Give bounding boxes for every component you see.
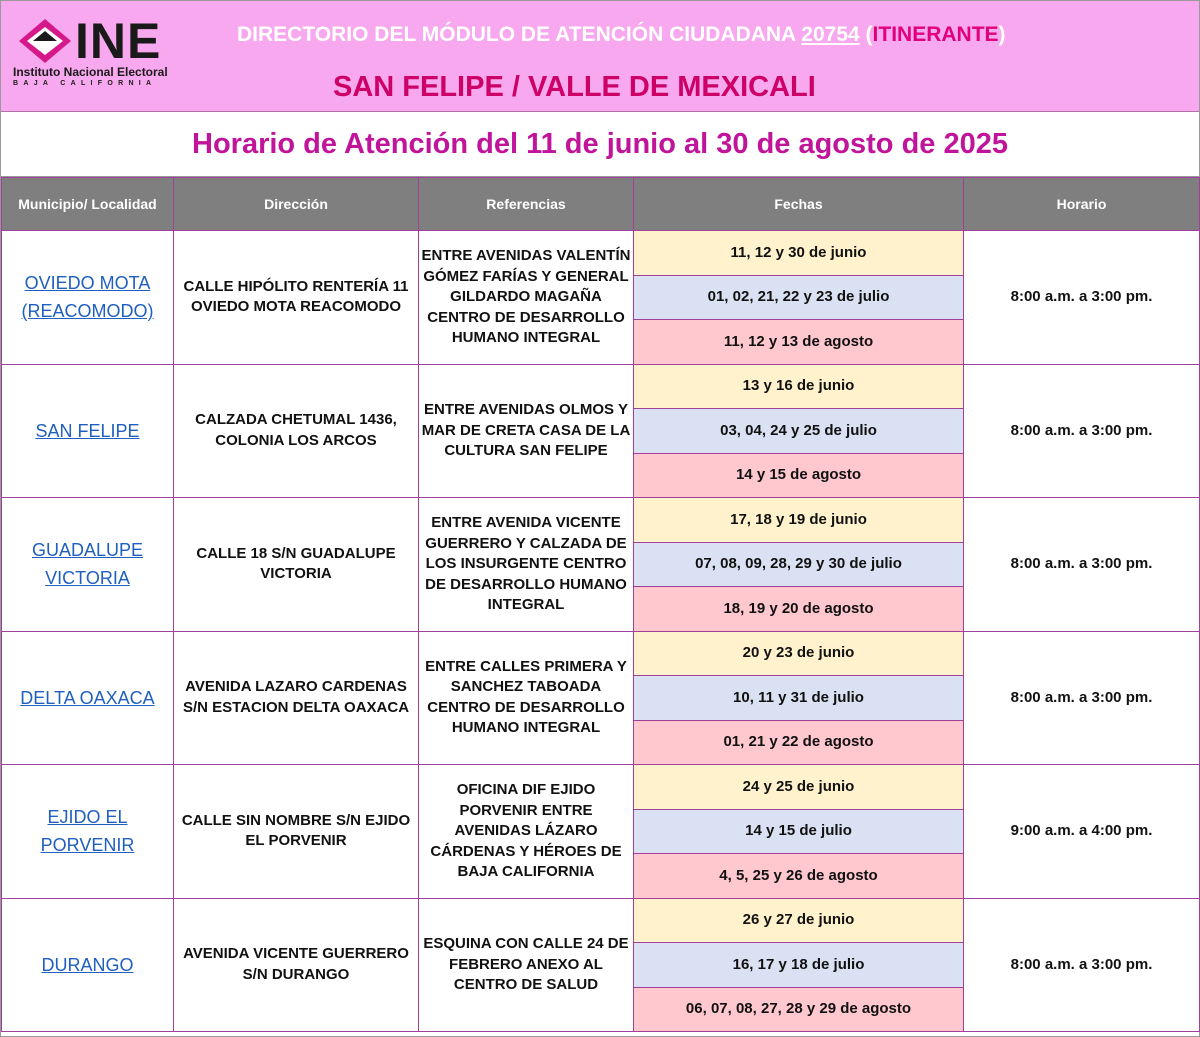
ballot-box-icon [19,19,71,63]
title-prefix: DIRECTORIO DEL MÓDULO DE ATENCIÓN CIUDADANA [237,23,796,46]
horario-cell: 8:00 a.m. a 3:00 pm. [964,631,1200,765]
logo-text: INE [75,13,162,69]
localidad-cell [2,631,174,765]
referencias-cell: OFICINA DIF EJIDO PORVENIR ENTRE AVENIDAS LÁZARO CÁRDENAS Y HÉROES DE BAJA CALIFORNIA [419,765,634,899]
localidad-cell [2,898,174,1032]
referencias-cell: ENTRE AVENIDAS OLMOS Y MAR DE CRETA CASA DE LA CULTURA SAN FELIPE [419,364,634,498]
localidad-cell [2,765,174,899]
directory-title [237,23,1177,47]
horario-cell: 8:00 a.m. a 3:00 pm. [964,498,1200,632]
col-header-referencias: Referencias [419,178,634,231]
fecha-junio: 20 y 23 de junio [634,631,964,676]
direccion-cell: CALZADA CHETUMAL 1436, COLONIA LOS ARCOS [174,364,419,498]
fecha-junio: 24 y 25 de junio [634,765,964,810]
logo-state: BAJA CALIFORNIA [13,80,157,87]
fecha-julio: 10, 11 y 31 de julio [634,676,964,721]
col-header-horario: Horario [964,178,1200,231]
table-row [2,231,1200,276]
referencias-cell: ENTRE AVENIDAS VALENTÍN GÓMEZ FARÍAS Y GENERAL GILDARDO MAGAÑA CENTRO DE DESARROLLO HUMANO INTEGRAL [419,231,634,365]
localidad-link[interactable]: SAN FELIPE [35,420,140,441]
table-row [2,898,1200,943]
col-header-fechas: Fechas [634,178,964,231]
direccion-cell: AVENIDA LAZARO CARDENAS S/N ESTACION DELTA OAXACA [174,631,419,765]
localidad-link[interactable]: OVIEDO MOTA (REACOMODO) [21,273,154,322]
localidad-link[interactable]: DURANGO [41,954,134,975]
paren-open: ( [865,23,873,46]
fecha-julio: 03, 04, 24 y 25 de julio [634,409,964,454]
localidad-cell [2,498,174,632]
fecha-julio: 01, 02, 21, 22 y 23 de julio [634,275,964,320]
col-header-localidad: Municipio/ Localidad [2,178,174,231]
header-banner [1,1,1199,112]
localidad-cell [2,364,174,498]
fecha-agosto: 06, 07, 08, 27, 28 y 29 de agosto [634,987,964,1032]
fecha-agosto: 18, 19 y 20 de agosto [634,587,964,632]
localidad-link[interactable]: EJIDO EL PORVENIR [40,807,135,856]
horario-cell: 8:00 a.m. a 3:00 pm. [964,898,1200,1032]
direccion-cell: CALLE 18 S/N GUADALUPE VICTORIA [174,498,419,632]
localidad-cell [2,231,174,365]
location-title: SAN FELIPE / VALLE DE MEXICALI [333,71,816,103]
logo-subtitle: Instituto Nacional Electoral [13,65,168,79]
col-header-direccion: Dirección [174,178,419,231]
horario-cell: 8:00 a.m. a 3:00 pm. [964,231,1200,365]
fecha-agosto: 11, 12 y 13 de agosto [634,320,964,365]
localidad-link[interactable]: GUADALUPE VICTORIA [31,540,144,589]
fecha-julio: 14 y 15 de julio [634,809,964,854]
schedule-title: Horario de Atención del 11 de junio al 30 de agosto de 2025 [192,128,1008,160]
fecha-julio: 07, 08, 09, 28, 29 y 30 de julio [634,542,964,587]
paren-close: ) [998,23,1006,46]
referencias-cell: ENTRE CALLES PRIMERA Y SANCHEZ TABOADA CENTRO DE DESARROLLO HUMANO INTEGRAL [419,631,634,765]
fecha-junio: 17, 18 y 19 de junio [634,498,964,543]
module-number: 20754 [801,23,860,46]
table-row [2,631,1200,676]
table-header-row [2,178,1200,231]
direccion-cell: CALLE HIPÓLITO RENTERÍA 11 OVIEDO MOTA REACOMODO [174,231,419,365]
fecha-agosto: 14 y 15 de agosto [634,453,964,498]
fecha-junio: 13 y 16 de junio [634,364,964,409]
direccion-cell: AVENIDA VICENTE GUERRERO S/N DURANGO [174,898,419,1032]
referencias-cell: ESQUINA CON CALLE 24 DE FEBRERO ANEXO AL CENTRO DE SALUD [419,898,634,1032]
itinerante-label: ITINERANTE [872,23,999,46]
fecha-junio: 26 y 27 de junio [634,898,964,943]
table-row [2,498,1200,543]
referencias-cell: ENTRE AVENIDA VICENTE GUERRERO Y CALZADA DE LOS INSURGENTE CENTRO DE DESARROLLO HUMANO INTEGRAL [419,498,634,632]
horario-cell: 8:00 a.m. a 3:00 pm. [964,364,1200,498]
fecha-julio: 16, 17 y 18 de julio [634,943,964,988]
table-row [2,364,1200,409]
fecha-agosto: 4, 5, 25 y 26 de agosto [634,854,964,899]
schedule-table [1,177,1200,1032]
direccion-cell: CALLE SIN NOMBRE S/N EJIDO EL PORVENIR [174,765,419,899]
localidad-link[interactable]: DELTA OAXACA [20,687,155,708]
ine-logo [13,13,198,89]
fecha-junio: 11, 12 y 30 de junio [634,231,964,276]
schedule-title-banner [1,112,1199,177]
fecha-agosto: 01, 21 y 22 de agosto [634,720,964,765]
table-row [2,765,1200,810]
horario-cell: 9:00 a.m. a 4:00 pm. [964,765,1200,899]
